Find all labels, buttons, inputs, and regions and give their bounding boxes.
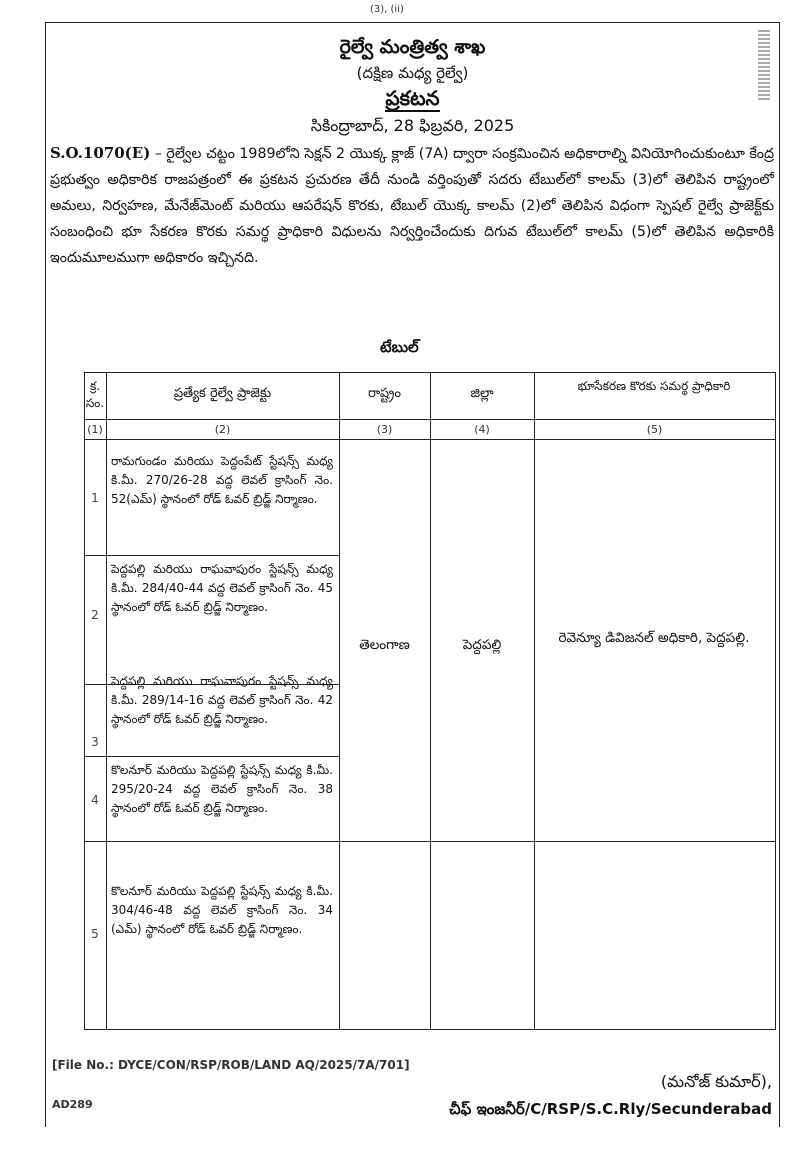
ad-code: AD289 [52, 1098, 93, 1111]
header-rule [84, 419, 776, 420]
row-1-serial: 1 [91, 491, 99, 505]
table-border-right [775, 372, 776, 842]
zone-heading: (దక్షిణ మధ్య రైల్వే) [356, 64, 469, 82]
col-num-2: (2) [214, 423, 231, 436]
cont-col-divider-3 [430, 842, 431, 1030]
col-num-5: (5) [646, 423, 663, 436]
project-table [84, 372, 776, 842]
file-number: [File No.: DYCE/CON/RSP/ROB/LAND AQ/2025/7A/701] [52, 1058, 410, 1072]
row-5-project: కొలనూర్ మరియు పెద్దపల్లి స్టేషన్స్ మధ్య కి.మీ. 304/46-48 వద్ద లెవల్ క్రాసింగ్ నెం. 34 (ఎమ్) స్థానంలో రోడ్ ఓవర్ బ్రిడ్జ్ నిర్మాణం. [111, 884, 333, 936]
header-authority: భూసేకరణ కొరకు సమర్థ ప్రాధికారి [577, 379, 731, 393]
col-num-4: (4) [474, 423, 490, 436]
header-project: ప్రత్యేక రైల్వే ప్రాజెక్టు [173, 386, 272, 401]
cont-col-divider-4 [534, 842, 535, 1030]
col-number-rule [84, 439, 776, 440]
signatory-designation: చీఫ్ ఇంజనీర్/C/RSP/S.C.Rly/Secunderabad [449, 1100, 772, 1118]
row-4-project: కొలనూర్ మరియు పెద్దపల్లి స్టేషన్స్ మధ్య కి.మీ. 295/20-24 వద్ద లెవల్ క్రాసింగ్ నెం. 38 స్థానంలో రోడ్ ఓవర్ బ్రిడ్జ్ నిర్మాణం. [111, 763, 333, 815]
cont-border-right [775, 842, 776, 1030]
ministry-heading: రైల్వే మంత్రిత్వ శాఖ [339, 36, 486, 58]
notice-title: ప్రకటన [385, 86, 440, 110]
district-cell: పెద్దపల్లి [462, 637, 502, 653]
col-num-1: (1) [87, 423, 103, 436]
signatory-name: (మనోజ్ కుమార్), [660, 1072, 772, 1091]
header-state: రాష్ట్రం [368, 386, 401, 401]
cont-border-bottom [84, 1029, 776, 1030]
row-3-serial: 3 [91, 735, 99, 749]
order-number: S.O.1070(E) [50, 144, 151, 162]
cont-col-divider-1 [106, 842, 107, 1030]
col-divider-2 [339, 372, 340, 842]
col-divider-3 [430, 372, 431, 842]
cont-col-divider-2 [339, 842, 340, 1030]
col-divider-1 [106, 372, 107, 842]
col-divider-4 [534, 372, 535, 842]
row-5-serial: 5 [91, 927, 99, 941]
notice-text: – రైల్వేల చట్టం 1989లోని సెక్షన్ 2 యొక్క క్లాజ్ (7A) ద్వారా సంక్రమించిన అధికారాల్ని వినియోగించుకుంటూ కేంద్ర ప్రభుత్వం అధికారిక రాజపత్రంలో ఈ ప్రకటన ప్రచురణ తేదీ నుండి వర్తింపుతో సదరు టేబుల్‌లో కాలమ్ (3)లో తెలిపిన రాష్ట్రంలో అమలు, నిర్వహణ, మేనేజ్‌మెంట్ మరియు ఆపరేషన్ కొరకు, టేబుల్ యొక్క కాలమ్ (2)లో తెలిపిన విధంగా స్పెషల్ రైల్వే ప్రాజెక్ట్‌కు సంబంధించి భూ సేకరణ కొరకు సమర్థ ప్రాధికారి విధులను నిర్వర్తించేందుకు దిగువ టేబుల్‌లో కాలమ్ (5)లో తెలిపిన అధికారికి ఇందుమూలముగా అధికారం ఇచ్చినది. [50, 146, 775, 266]
table-title: టేబుల్ [380, 338, 419, 356]
place-date: సికింద్రాబాద్, 28 ఫిబ్రవరి, 2025 [310, 116, 515, 135]
row-1-project: రామగుండం మరియు పెద్దంపేట్ స్టేషన్స్ మధ్య కి.మీ. 270/26-28 వద్ద లెవల్ క్రాసింగ్ నెం. 52(ఎమ్) స్థానంలో రోడ్ ఓవర్ బ్రిడ్జ్ నిర్మాణం. [111, 454, 333, 506]
row-4-serial: 4 [91, 793, 99, 807]
project-table-continued [84, 842, 776, 1032]
row-2-project: పెద్దపల్లి మరియు రాఘవాపురం స్టేషన్స్ మధ్య కి.మీ. 284/40-44 వద్ద లెవల్ క్రాసింగ్ నెం. 45 స్థానంలో రోడ్ ఓవర్ బ్రిడ్జ్ నిర్మాణం. [111, 562, 333, 614]
header-serial: క్ర. సం. [85, 379, 105, 410]
state-cell: తెలంగాణ [359, 637, 410, 653]
authority-cell: రెవెన్యూ డివిజనల్ అధికారి, పెద్దపల్లి. [558, 630, 750, 646]
header-district: జిల్లా [470, 386, 494, 401]
row-2-serial: 2 [91, 608, 99, 622]
col-num-3: (3) [376, 423, 393, 436]
notice-body [50, 140, 774, 271]
page-top-mark: (3), (ii) [370, 4, 404, 15]
row-rule-4 [84, 756, 339, 757]
row-3-project: పెద్దపల్లి మరియు రాఘవాపురం స్టేషన్స్ మధ్య కి.మీ. 289/14-16 వద్ద లెవల్ క్రాసింగ్ నెం. 42 స్థానంలో రోడ్ ఓవర్ బ్రిడ్జ్ నిర్మాణం. [111, 674, 333, 726]
row-rule-1 [84, 555, 339, 556]
